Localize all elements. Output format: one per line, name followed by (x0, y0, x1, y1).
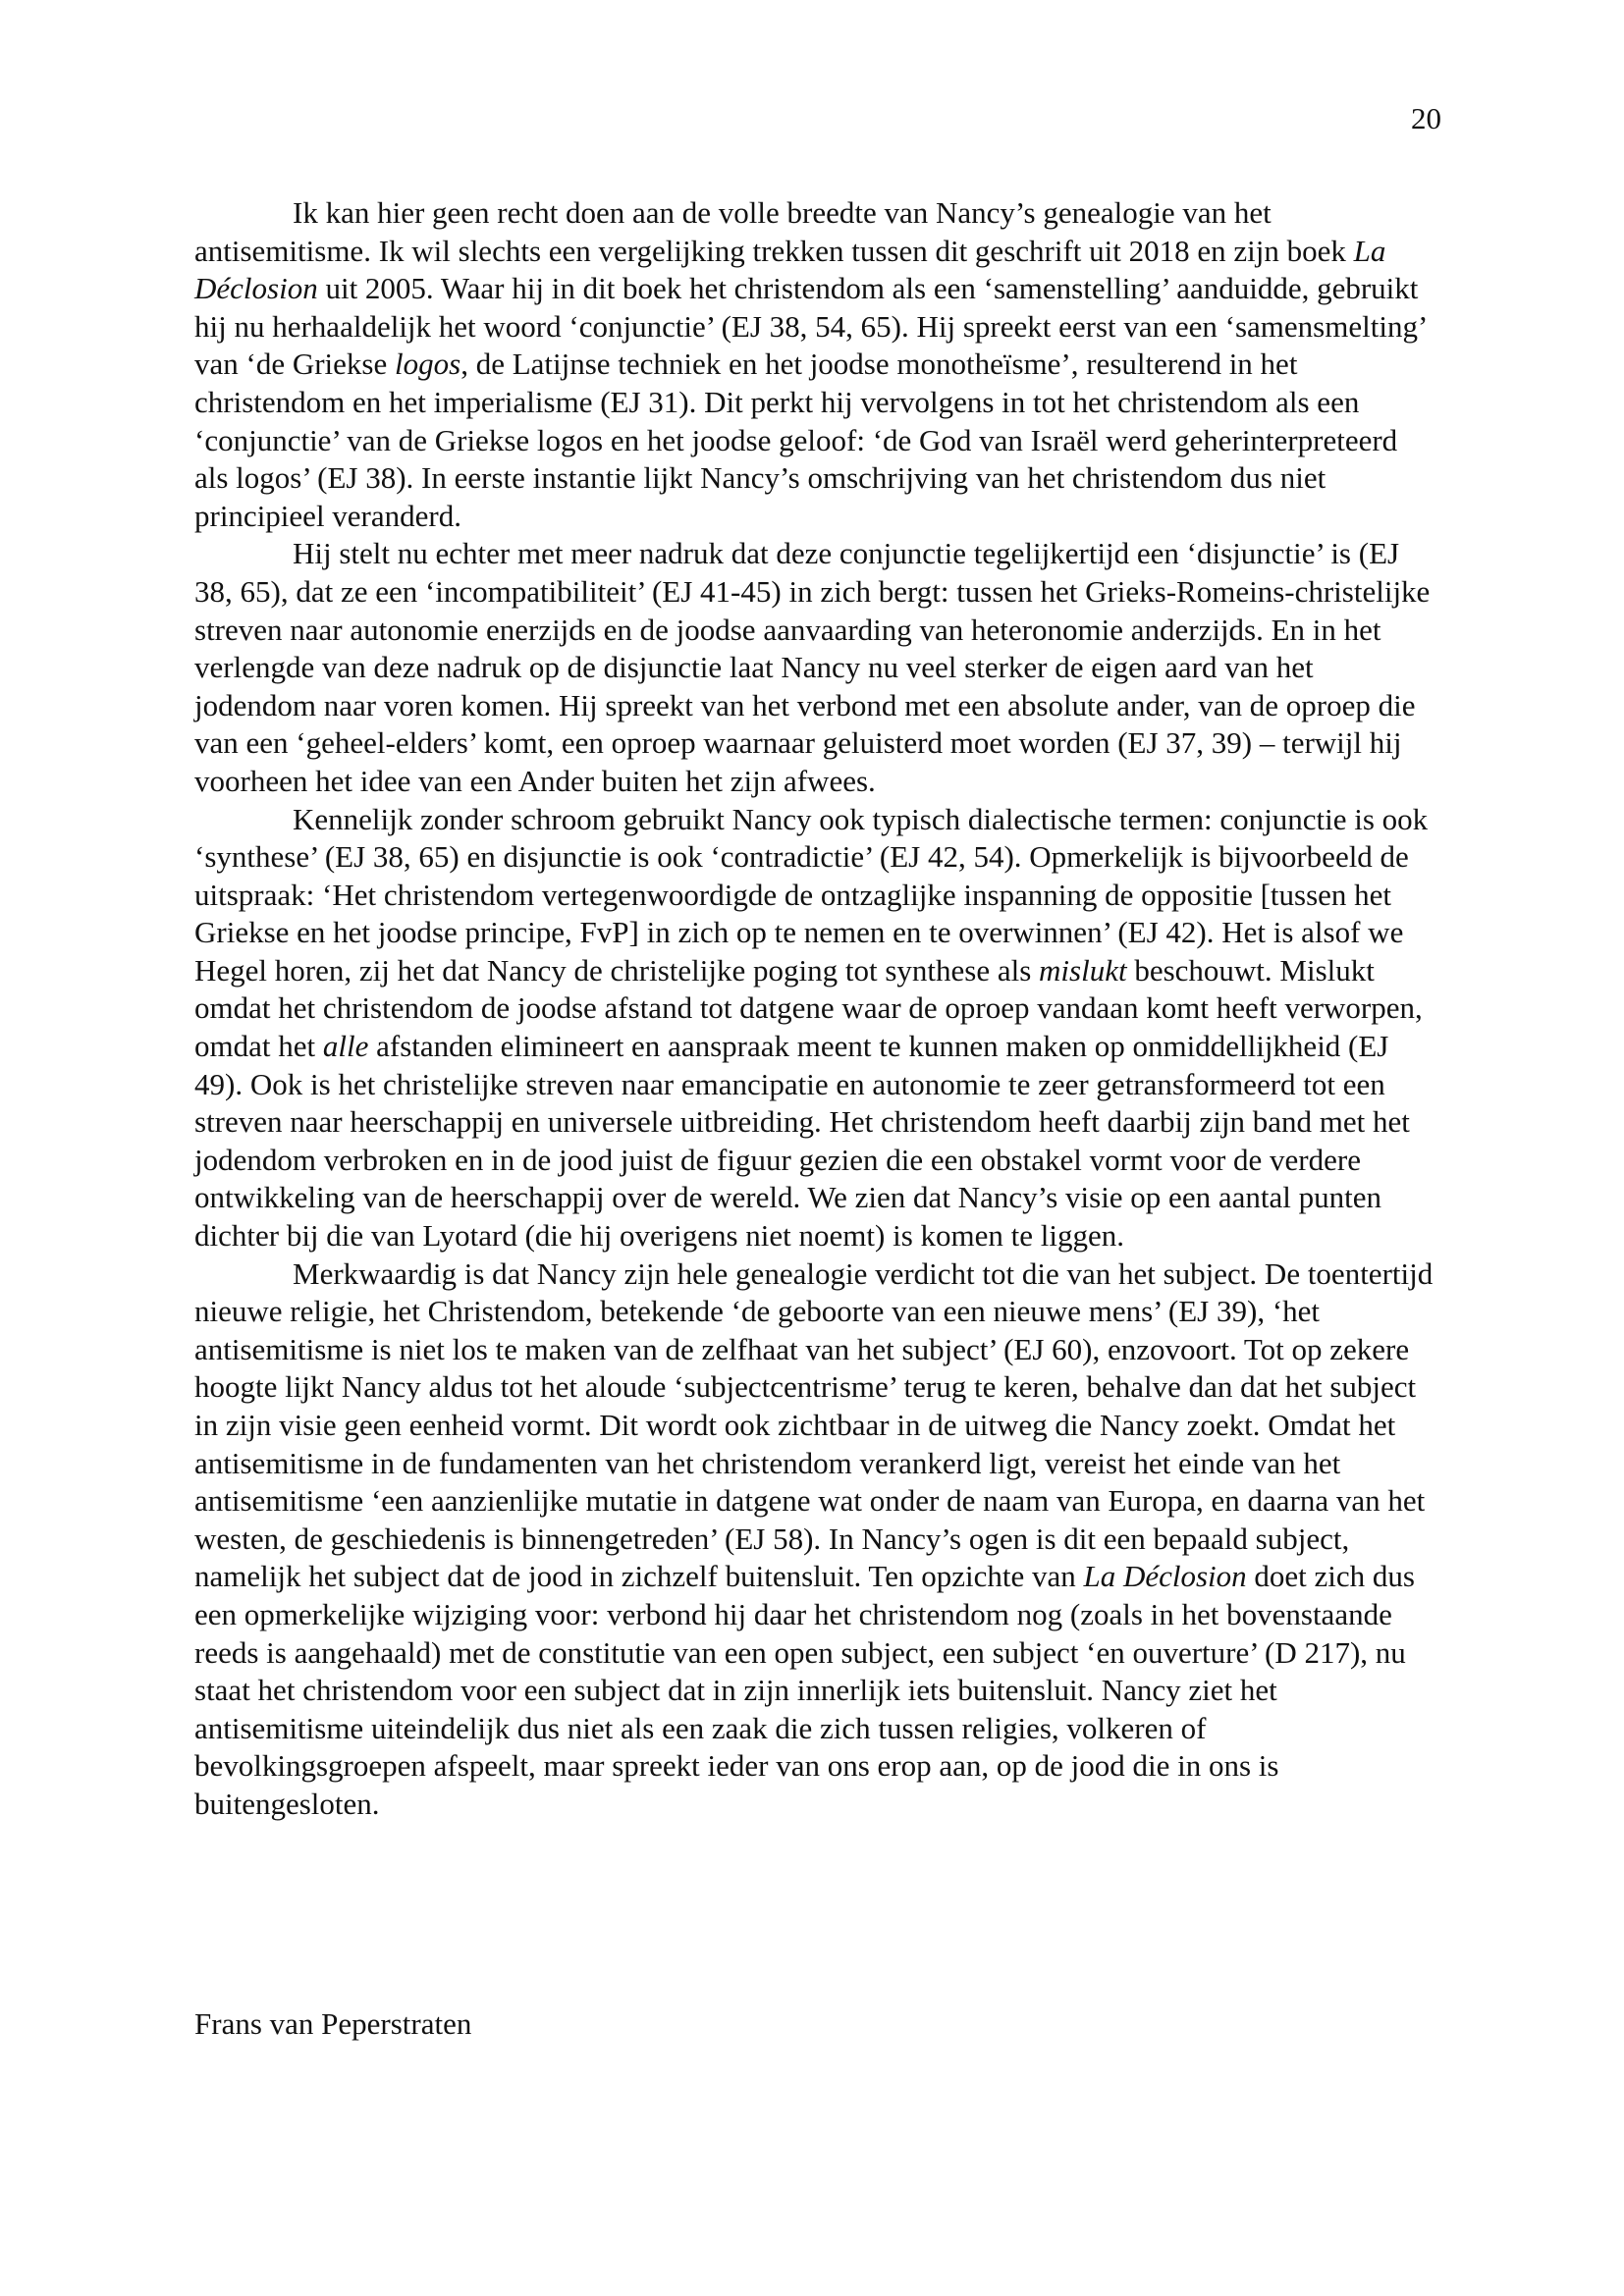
italic-text: La Déclosion (1083, 1559, 1247, 1594)
page-number: 20 (1411, 101, 1441, 135)
italic-text: La Déclosion (194, 233, 1386, 306)
paragraph (194, 801, 1434, 1255)
text-run: Merkwaardig is dat Nancy zijn hele genealogie verdicht tot die van het subject. De toentertijd nieuwe religie, het Christendom, betekende ‘de geboorte van een nieuwe mens’ (EJ 39), ‘het antisemitisme is niet los te maken van de zelfhaat van het subject’ (EJ 60), enzovoort. Tot op zekere hoogte lijkt Nancy aldus tot het aloude ‘subjectcentrisme’ terug te keren, behalve dan dat het subject in zijn visie geen eenheid vormt. Dit wordt ook zichtbaar in de uitweg die Nancy zoekt. Omdat het antisemitisme in de fundamenten van het christendom verankerd ligt, vereist het einde van het antisemitisme ‘een aanzienlijke mutatie in datgene wat onder de naam van Europa, en daarna van het westen, de geschiedenis is binnengetreden’ (EJ 58). In Nancy’s ogen is dit een bepaald subject, namelijk het subject dat de jood in zichzelf buitensluit. Ten opzichte van (194, 1255, 1434, 1594)
italic-text: mislukt (1039, 952, 1127, 988)
italic-text: alle (322, 1029, 369, 1064)
text-run: uit 2005. Waar hij in dit boek het christendom als een ‘samenstelling’ aanduidde, gebruikt hij nu herhaaldelijk het woord ‘conjunctie’ (EJ 38, 54, 65). Hij spreekt eerst van een ‘samensmelting’ van ‘de Griekse (194, 271, 1426, 382)
text-run: afstanden elimineert en aanspraak meent te kunnen maken op onmiddellijkheid (EJ 49). Ook is het christelijke streven naar emancipatie en autonomie te zeer getransformeerd tot een streven naar heerschappij en universele uitbreiding. Het christendom heeft daarbij zijn band met het jodendom verbroken en in de jood juist de figuur gezien die een obstakel vormt voor de verdere ontwikkeling van de heerschappij over de wereld. We zien dat Nancy’s visie op een aantal punten dichter bij die van Lyotard (die hij overigens niet noemt) is komen te liggen. (194, 1029, 1410, 1254)
author-signature: Frans van Peperstraten (194, 2006, 472, 2041)
text-run: beschouwt. Mislukt omdat het christendom de joodse afstand tot datgene waar de oproep vandaan komt heeft verworpen, omdat het (194, 952, 1423, 1064)
body-text (194, 194, 1434, 1824)
paragraph (194, 535, 1434, 800)
paragraph (194, 194, 1434, 535)
text-run: Hij stelt nu echter met meer nadruk dat deze conjunctie tegelijkertijd een ‘disjunctie’ is (EJ 38, 65), dat ze een ‘incompatibiliteit’ (EJ 41-45) in zich bergt: tussen het Grieks-Romeins-christelijke streven naar autonomie enerzijds en de joodse aanvaarding van heteronomie anderzijds. En in het verlengde van deze nadruk op de disjunctie laat Nancy nu veel sterker de eigen aard van het jodendom naar voren komen. Hij spreekt van het verbond met een absolute ander, van de oproep die van een ‘geheel-elders’ komt, een oproep waarnaar geluisterd moet worden (EJ 37, 39) – terwijl hij voorheen het idee van een Ander buiten het zijn afwees. (194, 536, 1431, 798)
text-run: doet zich dus een opmerkelijke wijziging voor: verbond hij daar het christendom nog (zoals in het bovenstaande reeds is aangehaald) met de constitutie van een open subject, een subject ‘en ouverture’ (D 217), nu staat het christendom voor een subject dat in zijn innerlijk iets buitensluit. Nancy ziet het antisemitisme uiteindelijk dus niet als een zaak die zich tussen religies, volkeren of bevolkingsgroepen afspeelt, maar spreekt ieder van ons erop aan, op de jood die in ons is buitengesloten. (194, 1559, 1415, 1821)
text-run: Kennelijk zonder schroom gebruikt Nancy ook typisch dialectische termen: conjunctie is ook ‘synthese’ (EJ 38, 65) en disjunctie is ook ‘contradictie’ (EJ 42, 54). Opmerkelijk is bijvoorbeeld de uitspraak: ‘Het christendom vertegenwoordigde de ontzaglijke inspanning de oppositie [tussen het Griekse en het joodse principe, FvP] in zich op te nemen en te overwinnen’ (EJ 42). Het is alsof we Hegel horen, zij het dat Nancy de christelijke poging tot synthese als (194, 801, 1429, 988)
text-run: Ik kan hier geen recht doen aan de volle breedte van Nancy’s genealogie van het antisemitisme. Ik wil slechts een vergelijking trekken tussen dit geschrift uit 2018 en zijn boek (194, 195, 1354, 268)
italic-text: logos (395, 347, 461, 382)
text-run: , de Latijnse techniek en het joodse monotheïsme’, resulterend in het christendom en het imperialisme (EJ 31). Dit perkt hij vervolgens in tot het christendom als een ‘conjunctie’ van de Griekse logos en het joodse geloof: ‘de God van Israël werd geherinterpreteerd als logos’ (EJ 38). In eerste instantie lijkt Nancy’s omschrijving van het christendom dus niet principieel veranderd. (194, 347, 1398, 533)
paragraph (194, 1255, 1434, 1824)
